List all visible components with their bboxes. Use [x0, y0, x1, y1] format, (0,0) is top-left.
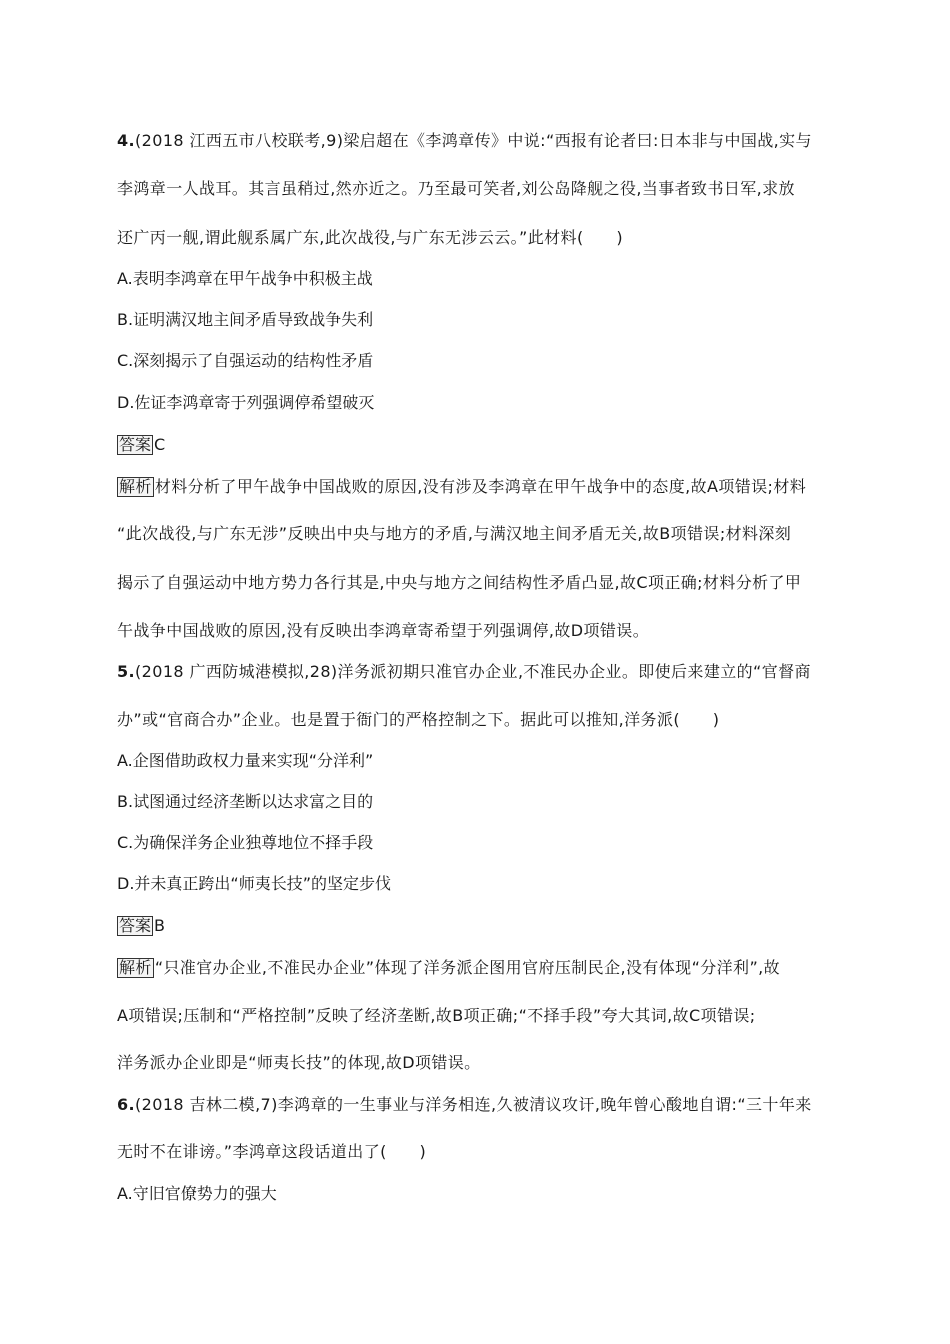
answer-label: 答案 [119, 435, 152, 454]
option-a: A.守旧官僚势力的强大 [117, 1184, 277, 1203]
answer-label: 答案 [119, 916, 152, 935]
question-4-line-2: 李鸿章一人战耳。其言虽稍过,然亦近之。乃至最可笑者,刘公岛降舰之役,当事者致书日军,求放 [117, 179, 795, 198]
option-c: C.为确保洋务企业独尊地位不择手段 [117, 833, 374, 852]
answer-value: B [154, 916, 165, 935]
analysis-label: 解析 [119, 958, 152, 977]
analysis-line-2: A项错误;压制和“严格控制”反映了经济垄断,故B项正确;“不择手段”夸大其词,故C项错误; [117, 1006, 756, 1025]
analysis-line-4: 午战争中国战败的原因,没有反映出李鸿章寄希望于列强调停,故D项错误。 [117, 621, 650, 640]
question-4-line-1: 4.(2018 江西五市八校联考,9)梁启超在《李鸿章传》中说:“西报有论者曰:日本非与中国战,实与 [117, 131, 812, 150]
analysis-label: 解析 [119, 477, 152, 496]
answer-row [117, 915, 165, 937]
question-4-line-3: 还广丙一舰,谓此舰系属广东,此次战役,与广东无涉云云。”此材料( ) [117, 228, 624, 247]
option-d: D.佐证李鸿章寄于列强调停希望破灭 [117, 393, 375, 412]
option-b: B.试图通过经济垄断以达求富之目的 [117, 792, 374, 811]
option-c: C.深刻揭示了自强运动的结构性矛盾 [117, 351, 374, 370]
answer-value: C [154, 435, 166, 454]
option-a: A.表明李鸿章在甲午战争中积极主战 [117, 269, 373, 288]
analysis-line-2: “此次战役,与广东无涉”反映出中央与地方的矛盾,与满汉地主间矛盾无关,故B项错误;材料深刻 [117, 524, 792, 543]
question-6-line-2: 无时不在诽谤。”李鸿章这段话道出了( ) [117, 1142, 427, 1161]
analysis-line-1: 解析 “只准官办企业,不准民办企业”体现了洋务派企图用官府压制民企,没有体现“分洋利”,故 [119, 958, 781, 977]
question-5-line-1: 5.(2018 广西防城港模拟,28)洋务派初期只准官办企业,不准民办企业。即使后来建立的“官督商 [117, 662, 811, 681]
analysis-line-3: 揭示了自强运动中地方势力各行其是,中央与地方之间结构性矛盾凸显,故C项正确;材料分析了甲 [117, 573, 802, 592]
question-5-line-2: 办”或“官商合办”企业。也是置于衙门的严格控制之下。据此可以推知,洋务派( ) [117, 710, 720, 729]
option-a: A.企图借助政权力量来实现“分洋利” [117, 751, 374, 770]
answer-row [117, 434, 165, 456]
option-b: B.证明满汉地主间矛盾导致战争失利 [117, 310, 374, 329]
question-number: 4. [117, 131, 136, 150]
option-d: D.并未真正跨出“师夷长技”的坚定步伐 [117, 874, 391, 893]
question-number: 6. [117, 1095, 136, 1114]
question-6-line-1: 6.(2018 吉林二模,7)李鸿章的一生事业与洋务相连,久被清议攻讦,晚年曾心酸地自谓:“三十年来 [117, 1095, 812, 1114]
question-number: 5. [117, 662, 136, 681]
analysis-line-3: 洋务派办企业即是“师夷长技”的体现,故D项错误。 [117, 1053, 481, 1072]
analysis-line-1: 解析 材料分析了甲午战争中国战败的原因,没有涉及李鸿章在甲午战争中的态度,故A项错误;材料 [119, 477, 807, 496]
